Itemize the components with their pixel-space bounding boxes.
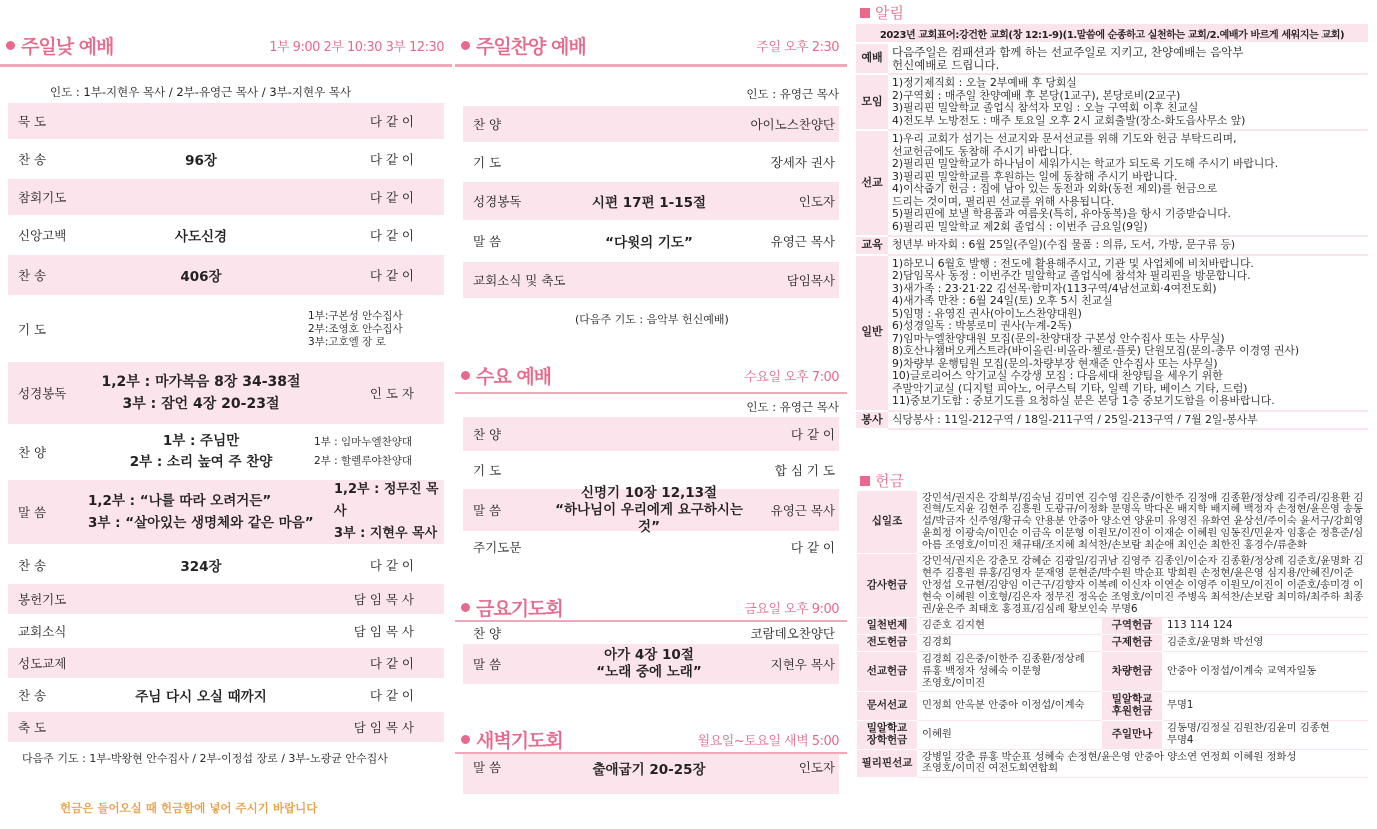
order-row bbox=[8, 217, 444, 253]
friday-prayer-header bbox=[455, 592, 847, 622]
text-field: 문서선교 bbox=[857, 692, 918, 721]
order-row bbox=[8, 141, 444, 177]
text-field: 교육 bbox=[856, 236, 888, 255]
bible-reading-row bbox=[8, 362, 444, 424]
text-field: “하나님이 우리에게 요구하시는 것” bbox=[555, 501, 743, 535]
choir-songs bbox=[88, 431, 314, 473]
sermon-row bbox=[463, 484, 839, 535]
text-field: 무명1 bbox=[1163, 692, 1369, 721]
offering-header bbox=[860, 470, 904, 491]
text-field: 김준호 김지현 bbox=[918, 618, 1102, 635]
choir-groups bbox=[314, 436, 444, 468]
notice-row bbox=[856, 44, 1368, 74]
row-label: 신앙고백 bbox=[18, 228, 67, 243]
text-field: 다 같 이 bbox=[790, 540, 835, 555]
row-label: 봉헌기도 bbox=[18, 592, 67, 607]
text-field: 유영근 목사 bbox=[770, 503, 835, 518]
next-week-prayer: (다음주 기도 : 음악부 헌신예배) bbox=[575, 313, 729, 326]
text-field: 유영근 목사 bbox=[770, 234, 835, 249]
notice-row bbox=[856, 411, 1368, 430]
section-title: 수요 예배 bbox=[476, 365, 552, 388]
text-field: 차량헌금 bbox=[1102, 652, 1163, 692]
text-field: 인도자 bbox=[798, 760, 835, 775]
text-field: 일천번제 bbox=[857, 618, 918, 635]
row-label: 참회기도 bbox=[18, 190, 67, 205]
sunday-worship-header bbox=[0, 30, 452, 60]
row-content: 사도신경 bbox=[174, 229, 228, 245]
text-field: 찬 양 bbox=[473, 117, 502, 132]
order-row bbox=[463, 182, 839, 220]
row-label: 성경봉독 bbox=[18, 386, 67, 401]
bullet-dot-icon bbox=[461, 735, 470, 744]
text-field: 1부 : 주님만 bbox=[162, 433, 240, 449]
choir-row bbox=[8, 428, 444, 476]
row-person: 담 임 목 사 bbox=[353, 720, 414, 735]
order-row bbox=[463, 754, 839, 794]
order-row bbox=[463, 533, 839, 561]
text-field: 강민석/권지은 강춘모 강혜순 김광일/김귀남 김영주 김종인/이순자 김종환/정상례 김준호/윤명화 김현주 김흥원 류홍/김영자 문재영 문현준/박수원 박순표 방희원 손정현/윤은영 심지용/안혜진/이준 안정섭 오규현/김양임 이근구/김향자 이복례 이신자 이연순 이영주 이원모/이진이 이준호/송미경 이현숙 이혜원 이호형/김은자 정무진 정옥순 조영호/이미진 주병옥 최석찬/손보람 최미하/최주하 최종권/윤은주 최태호 홍경표/김심례 황보인숙 무명6 bbox=[918, 554, 1369, 618]
order-row bbox=[8, 548, 444, 582]
row-content: 96장 bbox=[185, 153, 217, 169]
text-field: 장세자 권사 bbox=[770, 155, 835, 170]
order-row bbox=[8, 179, 444, 215]
row-person: 다 같 이 bbox=[369, 656, 414, 671]
text-field: “노래 중에 노래” bbox=[596, 664, 702, 680]
order-row bbox=[463, 622, 839, 644]
text-field: 십일조 bbox=[857, 491, 918, 554]
text-field: 신명기 10장 12,13절 bbox=[580, 484, 718, 501]
text-field: 김동명/김정실 김원찬/김윤미 김종현 무명4 bbox=[1163, 721, 1369, 750]
text-field: 전도헌금 bbox=[857, 635, 918, 652]
text-field: 1)하모니 6월호 발행 : 전도에 활용해주시고, 기관 및 사업체에 비치바랍니다. 2)담임목사 동정 : 이번주간 밀알학교 졸업식에 참석차 필리핀을 방문합니다. 3)새가족 : 23·21·22 김선목·함미자(113구역/4남선교회·4여전도회) 4)새가족 만찬 : 6월 24일(토) 오후 5시 친교실 5)임명 : 유영진 권사(아이노스찬양대원) 6)성경일독 : 박봉로미 권사(누계-2독) 7)임마누엘찬양대원 모집(문의-찬양대장 구본성 안수집사 또는 사무실) 8)호산나챔버오케스트라(바이올린·비올라·첼로·플룻) 단원모집(문의-총무 이경영 권사) 9)차량부 운행팀원 모집(문의-차량부장 현재준 안수집사 또는 사무실) 10)글로리어스 악기교실 수강생 모집 : 다음세대 찬양팀을 세우기 위한 주말악기교실 (디지털 피아노, 어쿠스틱 기타, 일렉 기타, 베이스 기타, 드럼) 11)중보기도함 : 중보기도를 요청하실 분은 본당 1층 중보기도함을 이용바랍니다. bbox=[888, 255, 1368, 411]
order-row bbox=[8, 616, 444, 646]
divider bbox=[0, 64, 452, 67]
text-field: 2부 : 할렐루야찬양대 bbox=[314, 455, 413, 467]
text-field: 1,2부 : 마가복음 8장 34-38절 bbox=[101, 374, 301, 390]
order-row bbox=[8, 103, 444, 139]
notice-row bbox=[856, 74, 1368, 130]
church-motto-banner: 2023년 교회표어:강건한 교회(창 12:1-9)(1.말씀에 순종하고 실천하는 교회/2.예배가 바르게 세워지는 교회) bbox=[856, 24, 1368, 42]
row-content: 324장 bbox=[180, 559, 222, 575]
praise-worship-header bbox=[455, 30, 847, 60]
text-field: 이혜원 bbox=[918, 721, 1102, 750]
sermon-titles bbox=[88, 490, 334, 534]
order-row bbox=[8, 255, 444, 295]
text-field: 청년부 바자회 : 6월 25일(주일)(수집 물품 : 의류, 도서, 가방, 문구류 등) bbox=[888, 236, 1368, 255]
sermon-row bbox=[463, 644, 839, 684]
text-field: 113 114 124 bbox=[1163, 618, 1369, 635]
leader-line: 인도 : 유영근 목사 bbox=[746, 400, 839, 414]
order-row bbox=[463, 453, 839, 487]
text-field: 3부:고호엘 장 로 bbox=[308, 335, 386, 348]
text-field: 밀알학교 후원헌금 bbox=[1102, 692, 1163, 721]
wednesday-worship-header bbox=[455, 360, 847, 390]
row-person: 다 같 이 bbox=[369, 114, 414, 129]
row-label: 찬 송 bbox=[18, 688, 47, 703]
row-person: 다 같 이 bbox=[369, 152, 414, 167]
leader-line: 인도 : 유영근 목사 bbox=[746, 87, 839, 101]
notice-row bbox=[856, 255, 1368, 411]
row-person: 다 같 이 bbox=[369, 268, 414, 283]
sermon-row bbox=[8, 480, 444, 544]
row-person: 인 도 자 bbox=[369, 386, 414, 401]
section-title: 주일찬양 예배 bbox=[476, 35, 586, 58]
text-field: 2부 : 소리 높여 주 찬양 bbox=[129, 454, 273, 470]
square-bullet-icon bbox=[860, 476, 870, 486]
text-field: 3부 : “살아있는 생명체와 같은 마음” bbox=[88, 515, 314, 531]
text-field: 예배 bbox=[856, 44, 888, 74]
text-field: 찬 양 bbox=[473, 427, 502, 442]
row-person: 다 같 이 bbox=[369, 190, 414, 205]
offering-footer-note: 헌금은 들어오실 때 헌금함에 넣어 주시기 바랍니다 bbox=[60, 801, 318, 815]
row-label: 교회소식 bbox=[18, 624, 67, 639]
text-field: 합 심 기 도 bbox=[774, 463, 835, 478]
prayer-persons bbox=[308, 310, 444, 349]
row-content: 주님 다시 오실 때까지 bbox=[135, 689, 267, 705]
text-field: “다윗의 기도” bbox=[605, 235, 693, 251]
text-field: 교회소식 및 축도 bbox=[473, 273, 566, 288]
text-field: 인도자 bbox=[798, 194, 835, 209]
order-row bbox=[463, 106, 839, 142]
text-field: 아이노스찬양단 bbox=[750, 117, 835, 132]
text-field: 봉사 bbox=[856, 411, 888, 430]
text-field: 선교 bbox=[856, 130, 888, 236]
text-field: 2부:조영호 안수집사 bbox=[308, 322, 403, 335]
preachers bbox=[334, 479, 444, 545]
text-field: 아가 4장 10절 bbox=[604, 647, 694, 663]
text-field: 필리핀선교 bbox=[857, 749, 918, 778]
text-field: 시편 17편 1-15절 bbox=[591, 195, 707, 211]
order-row bbox=[8, 680, 444, 710]
order-row bbox=[463, 417, 839, 451]
order-row bbox=[8, 648, 444, 678]
notices-header bbox=[860, 2, 904, 23]
bullet-dot-icon bbox=[461, 41, 470, 50]
text-field: 성경봉독 bbox=[473, 194, 522, 209]
order-row bbox=[463, 262, 839, 298]
text-field: 밀알학교 장학헌금 bbox=[857, 721, 918, 750]
text-field: 선교헌금 bbox=[857, 652, 918, 692]
text-field: 주일만나 bbox=[1102, 721, 1163, 750]
row-person: 다 같 이 bbox=[369, 688, 414, 703]
dawn-prayer-header bbox=[455, 724, 847, 754]
row-person: 담 임 목 사 bbox=[353, 624, 414, 639]
text-field: 코람데오찬양단 bbox=[750, 626, 835, 641]
text-field: 강병일 강춘 류홍 박순표 성혜숙 손정현/윤은영 안중아 양소연 연정희 이혜원 정화성 조영호/이미진 여전도회연합회 bbox=[918, 749, 1369, 778]
notices-title: 알림 bbox=[875, 4, 904, 22]
order-row bbox=[463, 144, 839, 180]
service-time: 주일 오후 2:30 bbox=[756, 39, 839, 55]
order-row bbox=[8, 584, 444, 614]
notice-row bbox=[856, 236, 1368, 255]
next-week-prayer: 다음주 기도 : 1부-박왕현 안수집사 / 2부-이정섭 장로 / 3부-노광균 안수집사 bbox=[22, 752, 388, 765]
text-field: 말 씀 bbox=[473, 503, 502, 518]
order-row bbox=[463, 222, 839, 260]
text-field: 1부 : 임마누엘찬양대 bbox=[314, 436, 413, 448]
text-field: 민정희 안옥분 안중아 이정섭/이계숙 bbox=[918, 692, 1102, 721]
text-field: 기 도 bbox=[473, 463, 502, 478]
service-time: 수요일 오후 7:00 bbox=[744, 369, 839, 385]
service-time: 1부 9:00 2부 10:30 3부 12:30 bbox=[269, 39, 444, 55]
text-field: 1,2부 : “나를 따라 오려거든” bbox=[88, 493, 272, 509]
row-person: 다 같 이 bbox=[369, 228, 414, 243]
row-person: 다 같 이 bbox=[369, 558, 414, 573]
notice-row bbox=[856, 130, 1368, 236]
text-field: 담임목사 bbox=[786, 273, 835, 288]
text-field: 1,2부 : 정무진 목사 bbox=[334, 482, 439, 519]
notices-table bbox=[856, 44, 1368, 430]
order-row bbox=[8, 712, 444, 742]
text-field: 3부 : 잠언 4장 20-23절 bbox=[122, 396, 280, 412]
text-field: 찬 양 bbox=[473, 626, 502, 641]
text-field: 다음주일은 컴패션과 함께 하는 선교주일로 지키고, 찬양예배는 음악부 헌신예배로 드립니다. bbox=[888, 44, 1368, 74]
row-label: 축 도 bbox=[18, 720, 47, 735]
row-label: 찬 송 bbox=[18, 152, 47, 167]
text-field: 구제헌금 bbox=[1102, 635, 1163, 652]
text-field: 감사헌금 bbox=[857, 554, 918, 618]
text-field: 기 도 bbox=[473, 155, 502, 170]
text-field: 1)정기제직회 : 오늘 2부예배 후 당회실 2)구역회 : 매주일 찬양예배 후 본당(1교구), 본당로비(2교구) 3)필리핀 밀알학교 졸업식 참석자 모임 : 오늘 구역회 이후 친교실 4)전도부 노방전도 : 매주 토요일 오후 2시 교회출발(장소-화도읍사무소 앞) bbox=[888, 74, 1368, 130]
text-field: 다 같 이 bbox=[790, 427, 835, 442]
divider bbox=[455, 64, 847, 67]
row-person: 담 임 목 사 bbox=[353, 592, 414, 607]
row-label: 찬 양 bbox=[18, 445, 47, 460]
text-field: 1)우리 교회가 섬기는 선교지와 문서선교를 위해 기도와 헌금 부탁드리며, 선교헌금에도 동참해 주시기 바랍니다. 2)필리핀 밀알학교가 하나님이 세워가시는 학교가 되도록 기도해 주시기 바랍니다. 3)필리핀 밀알학교를 후원하는 일에 동참해 주시기 바랍니다. 4)이삭줍기 헌금 : 집에 남아 있는 동전과 외화(동전 제외)를 헌금으로 드리는 것이며, 필리핀 선교를 위해 사용됩니다. 5)필리핀에 보낼 학용품과 여름옷(특히, 유아동복)을 항시 기증받습니다. 6)필리핀 밀알학교 제2회 졸업식 : 이번주 금요일(9일) bbox=[888, 130, 1368, 236]
text-field: 식당봉사 : 11일-212구역 / 18일-211구역 / 25일-213구역 / 7월 2일-봉사부 bbox=[888, 411, 1368, 430]
row-label: 묵 도 bbox=[18, 114, 47, 129]
offering-table bbox=[856, 490, 1368, 778]
text-field: 구역헌금 bbox=[1102, 618, 1163, 635]
offering-title: 헌금 bbox=[875, 472, 904, 490]
row-label: 말 씀 bbox=[18, 505, 47, 520]
service-time: 월요일~토요일 새벽 5:00 bbox=[697, 733, 839, 749]
text-field: 말 씀 bbox=[473, 234, 502, 249]
row-label: 기 도 bbox=[18, 322, 47, 337]
text-field: 출애굽기 20-25장 bbox=[592, 762, 706, 778]
text-field: 모임 bbox=[856, 74, 888, 130]
row-content: 406장 bbox=[180, 269, 222, 285]
bullet-dot-icon bbox=[461, 603, 470, 612]
text-field: 말 씀 bbox=[473, 657, 502, 672]
text-field: 김경희 김은중/이한주 김종환/정상례 류홍 백정자 성혜숙 이문형 조영호/이미진 bbox=[918, 652, 1102, 692]
text-field: 주기도문 bbox=[473, 540, 522, 555]
text-field: 김경희 bbox=[918, 635, 1102, 652]
section-title: 새벽기도회 bbox=[476, 729, 563, 752]
square-bullet-icon bbox=[860, 8, 870, 18]
row-label: 성도교제 bbox=[18, 656, 67, 671]
leader-line: 인도 : 1부-지현우 목사 / 2부-유영근 목사 / 3부-지현우 목사 bbox=[50, 85, 352, 99]
row-label: 찬 송 bbox=[18, 268, 47, 283]
text-field: 안중아 이정섭/이계숙 교역자일동 bbox=[1163, 652, 1369, 692]
text-field: 3부 : 지현우 목사 bbox=[334, 526, 438, 541]
service-time: 금요일 오후 9:00 bbox=[744, 601, 839, 617]
prayer-row bbox=[8, 299, 444, 359]
bible-passages bbox=[88, 371, 314, 415]
text-field: 일반 bbox=[856, 255, 888, 411]
row-label: 찬 송 bbox=[18, 558, 47, 573]
text-field: 말 씀 bbox=[473, 760, 502, 775]
text-field: 지현우 목사 bbox=[770, 657, 835, 672]
bullet-dot-icon bbox=[461, 371, 470, 380]
text-field: 1부:구본성 안수집사 bbox=[308, 309, 403, 322]
bullet-dot-icon bbox=[6, 41, 15, 50]
text-field: 강민석/권지은 강희부/김숙님 김미연 김수영 김은중/이한주 김정애 김종환/정상례 김주리/김용환 김진혁/도지윤 김현주 김흥원 도광규/이정화 문명옥 박다온 배지학 배지혜 백정자 손정현/윤은영 송동섭/박금자 신주영/황규숙 안용분 안중아 양소연 양윤미 유영진 유화연 윤상선/주이숙 윤서구/강희영 윤희정 이광숙/이민순 이금옥 이문형 이원모/이진이 이재순 이혜원 임동진/민윤자 임홍순 정흥준/심아름 조영호/이미진 채규태/조지혜 최석찬/손보람 최순애 최인순 최한진 홍경수/류춘화 bbox=[918, 491, 1369, 554]
text-field: 김준호/윤명화 박선영 bbox=[1163, 635, 1369, 652]
divider bbox=[455, 392, 847, 394]
section-title: 금요기도회 bbox=[476, 597, 563, 620]
section-title: 주일낮 예배 bbox=[21, 35, 114, 58]
